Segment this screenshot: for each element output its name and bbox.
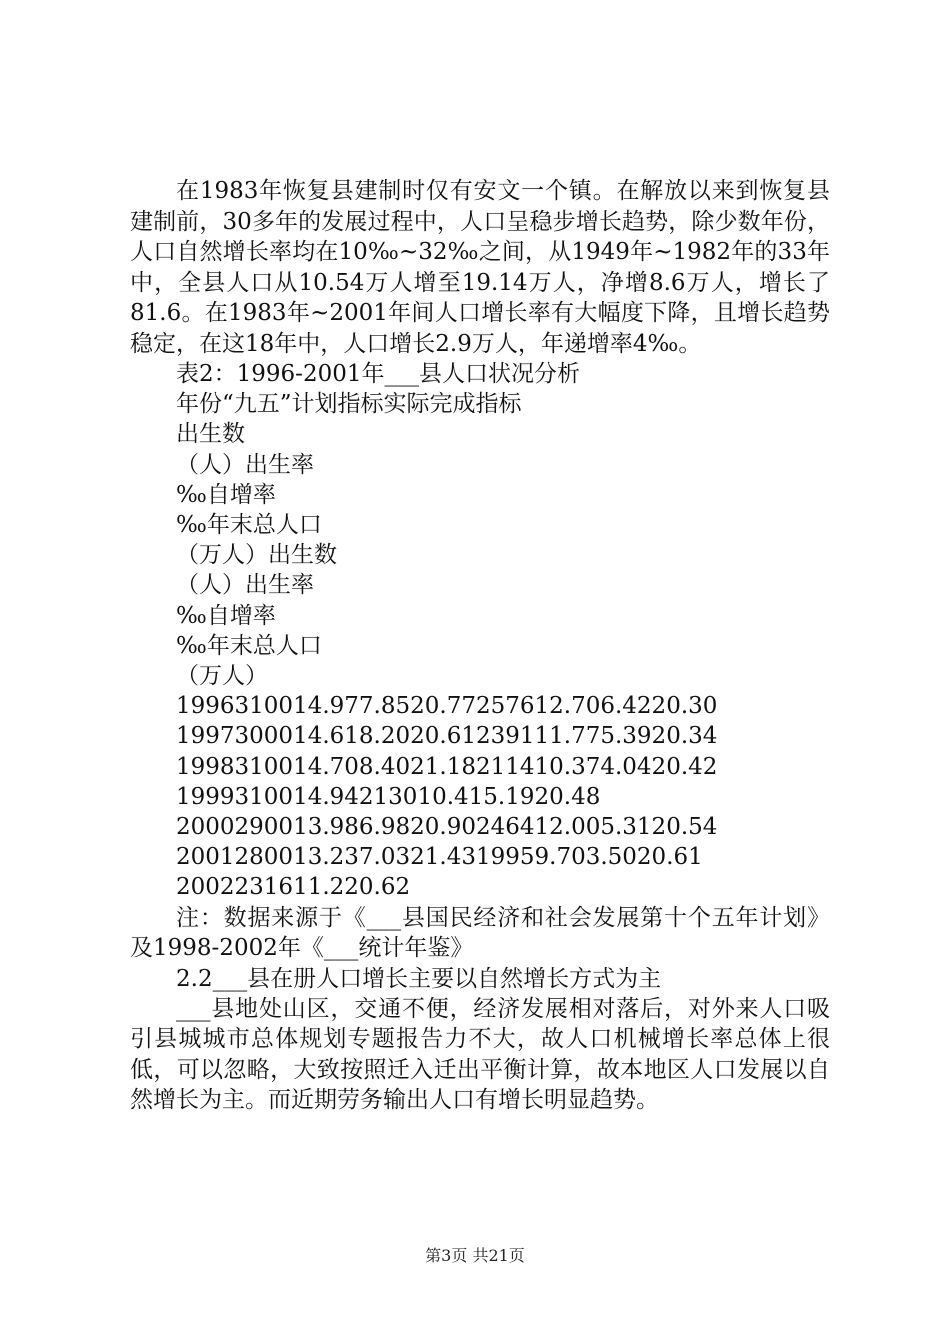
closing-paragraph (130, 994, 830, 1116)
section-heading: 2.2___县在册人口增长主要以自然增长方式为主 (176, 965, 662, 992)
page-footer: 第3页 共21页 (425, 1246, 525, 1265)
table-header-line: （人）出生率 (176, 572, 314, 599)
table-row: 2000290013.986.9820.90246412.005.3120.54 (176, 814, 718, 841)
table-row: 1997300014.618.2020.61239111.775.3920.34 (176, 723, 718, 750)
table-row: 2002231611.220.62 (176, 874, 411, 901)
table-header-line: ‰自增率 (176, 481, 276, 508)
table-header-line: ‰年末总人口 (176, 512, 322, 539)
source-note: 注：数据来源于《___县国民经济和社会发展第十个五年计划》及1998-2002年《___统计年鉴》 (130, 904, 830, 962)
table-header-line: （人）出生率 (176, 451, 314, 478)
table-header-line: ‰自增率 (176, 602, 276, 629)
table-header-line: 年份“九五”计划指标实际完成指标 (176, 391, 522, 418)
table-row: 2001280013.237.0321.4319959.703.5020.61 (176, 844, 703, 871)
table-row: 1998310014.708.4021.18211410.374.0420.42 (176, 753, 718, 780)
intro-paragraph (130, 176, 830, 359)
paragraph-2: ___县地处山区，交通不便，经济发展相对落后，对外来人口吸引县城城市总体规划专题报告力不大，故人口机械增长率总体上很低，可以忽略，大致按照迁入迁出平衡计算，故本地区人口发展以自然增长为主。而近期劳务输出人口有增长明显趋势。 (130, 995, 830, 1114)
table-header-line: ‰年末总人口 (176, 632, 322, 659)
note-block (130, 903, 830, 964)
document-body (130, 176, 830, 1116)
table-row: 1999310014.94213010.415.1920.48 (176, 783, 601, 810)
paragraph-1: 在1983年恢复县建制时仅有安文一个镇。在解放以来到恢复县建制前，30多年的发展过程中，人口呈稳步增长趋势，除少数年份，人口自然增长率均在10‰~32‰之间，从1949年~1982年的33年中，全县人口从10.54万人增至19.14万人，净增8.6万人，增长了81.6。在1983年~2001年间人口增长率有大幅度下降，且增长趋势稳定，在这18年中，人口增长2.9万人，年递增率4‰。 (130, 178, 830, 357)
section-heading-block (130, 964, 830, 994)
table-header-line: （万人） (176, 663, 268, 690)
table-header-line: （万人）出生数 (176, 542, 337, 569)
table-title: 表2：1996-2001年___县人口状况分析 (176, 361, 580, 387)
table-row: 1996310014.977.8520.77257612.706.4220.30 (176, 693, 718, 720)
table-header-line: 出生数 (176, 421, 245, 448)
table-block (130, 359, 830, 903)
